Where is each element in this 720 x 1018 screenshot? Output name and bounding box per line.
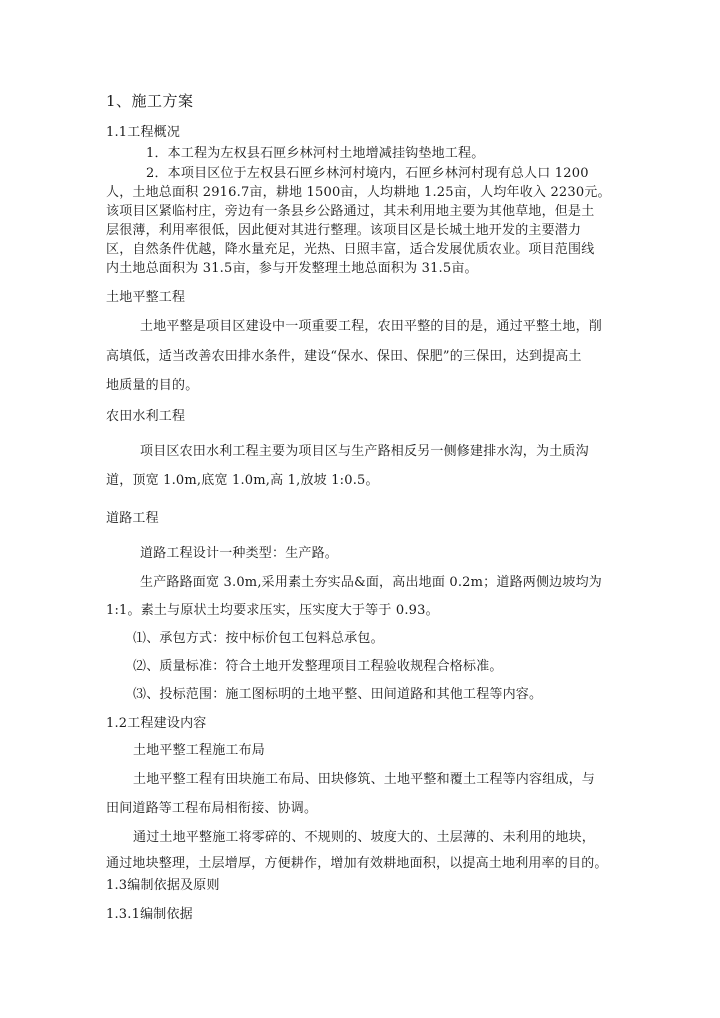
heading-leveling-layout: 土地平整工程施工布局 bbox=[133, 743, 266, 758]
layout-line-1: 土地平整工程有田块施工布局、田块修筑、土地平整和覆土工程等内容组成，与 bbox=[133, 772, 596, 787]
paragraph-2-line-5: 区，自然条件优越，降水量充足，光热、日照丰富，适合发展优质农业。项目范围线 bbox=[106, 242, 595, 257]
heading-land-leveling: 土地平整工程 bbox=[106, 290, 186, 305]
water-line-1: 项目区农田水利工程主要为项目区与生产路相反另一侧修建排水沟，为土质沟 bbox=[140, 444, 589, 459]
purpose-line-2: 通过地块整理，土层增厚，方便耕作，增加有效耕地面积，以提高土地利用率的目的。 bbox=[106, 856, 608, 871]
paragraph-2-line-1: 2．本项目区位于左权县石匣乡林河村境内，石匣乡林河村现有总人口 1200 bbox=[146, 166, 589, 181]
paragraph-2-line-6: 内土地总面积为 31.5亩，参与开发整理土地总面积为 31.5亩。 bbox=[106, 261, 478, 276]
heading-water-conservancy: 农田水利工程 bbox=[106, 409, 186, 424]
subsection-heading-1-3: 1.3编制依据及原则 bbox=[106, 878, 220, 893]
road-line-3: 1:1。素土与原状土均要求压实，压实度大于等于 0.93。 bbox=[106, 603, 439, 618]
land-leveling-line-1: 土地平整是项目区建设中一项重要工程，农田平整的目的是，通过平整土地，削 bbox=[140, 319, 603, 334]
paragraph-2-line-2: 人，土地总面积 2916.7亩，耕地 1500亩，人均耕地 1.25亩，人均年收入 2230元。 bbox=[106, 185, 611, 200]
paragraph-2-line-4: 层很薄，利用率很低，因此便对其进行整理。该项目区是长城土地开发的主要潜力 bbox=[106, 223, 582, 238]
list-item-quality-standard: ⑵、质量标准：符合土地开发整理项目工程验收规程合格标准。 bbox=[133, 659, 503, 674]
layout-line-2: 田间道路等工程布局相衔接、协调。 bbox=[106, 801, 318, 816]
water-line-2: 道，顶宽 1.0m,底宽 1.0m,高 1,放坡 1:0.5。 bbox=[106, 473, 379, 488]
subsection-heading-1-1: 1.1工程概况 bbox=[106, 125, 181, 140]
subsection-heading-1-3-1: 1.3.1编制依据 bbox=[106, 907, 193, 922]
paragraph-2-line-3: 该项目区紧临村庄，旁边有一条县乡公路通过，其未利用地主要为其他草地，但是土 bbox=[106, 204, 595, 219]
land-leveling-line-3: 地质量的目的。 bbox=[106, 378, 199, 393]
list-item-contract-method: ⑴、承包方式：按中标价包工包料总承包。 bbox=[133, 631, 384, 646]
heading-road: 道路工程 bbox=[106, 511, 159, 526]
list-item-bid-scope: ⑶、投标范围：施工图标明的土地平整、田间道路和其他工程等内容。 bbox=[133, 687, 543, 702]
road-line-1: 道路工程设计一种类型：生产路。 bbox=[140, 546, 339, 561]
section-heading-1: 1、施工方案 bbox=[106, 92, 194, 110]
paragraph-1: 1．本工程为左权县石匣乡林河村土地增减挂钩垫地工程。 bbox=[146, 146, 485, 161]
purpose-line-1: 通过土地平整施工将零碎的、不规则的、坡度大的、土层薄的、未利用的地块， bbox=[133, 830, 596, 845]
road-line-2: 生产路路面宽 3.0m,采用素土夯实品&面，高出地面 0.2m；道路两侧边坡均为 bbox=[140, 575, 602, 590]
subsection-heading-1-2: 1.2工程建设内容 bbox=[106, 716, 207, 731]
land-leveling-line-2: 高填低，适当改善农田排水条件，建设“保水、保田、保肥”的三保田，达到提高土 bbox=[106, 349, 582, 364]
